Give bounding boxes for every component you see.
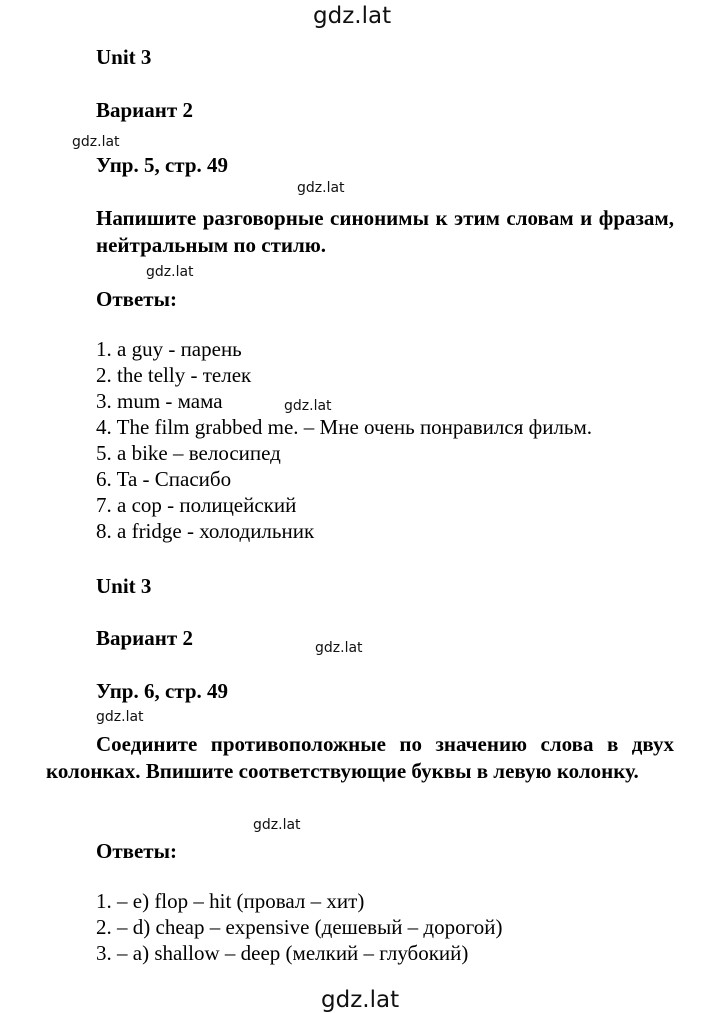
- answer-item: 2. the telly - телек: [96, 363, 252, 387]
- watermark: gdz.lat: [72, 134, 120, 150]
- answer-item: 4. The film grabbed me. – Мне очень понравился фильм.: [96, 415, 593, 439]
- answer-item: 1. a guy - парень: [96, 337, 242, 361]
- answer-item: 6. Ta - Спасибо: [96, 467, 232, 491]
- watermark: gdz.lat: [96, 709, 144, 725]
- exercise-heading: Упр. 5, стр. 49: [96, 153, 229, 177]
- answer-item: 5. a bike – велосипед: [96, 441, 281, 465]
- unit-heading: Unit 3: [96, 45, 152, 69]
- watermark: gdz.lat: [146, 264, 194, 280]
- exercise-instruction: Соедините противоположные по значению слова в двух колонках. Впишите соответствующие буквы в левую колонку.: [46, 732, 674, 783]
- answer-item: 2. – d) cheap – expensive (дешевый – дорогой): [96, 915, 503, 939]
- watermark: gdz.lat: [284, 398, 332, 414]
- variant-heading: Вариант 2: [96, 626, 193, 650]
- answer-item: 3. mum - мама: [96, 389, 223, 413]
- watermark: gdz.lat: [297, 180, 345, 196]
- watermark-top: gdz.lat: [313, 3, 392, 29]
- answers-label: Ответы:: [96, 839, 178, 863]
- answer-item: 1. – e) flop – hit (провал – хит): [96, 889, 365, 913]
- exercise-heading: Упр. 6, стр. 49: [96, 679, 229, 703]
- answer-item: 7. a cop - полицейский: [96, 493, 297, 517]
- answers-label: Ответы:: [96, 287, 178, 311]
- watermark: gdz.lat: [315, 640, 363, 656]
- exercise-instruction: Напишите разговорные синонимы к этим словам и фразам, нейтральным по стилю.: [96, 206, 674, 257]
- answer-item: 8. a fridge - холодильник: [96, 519, 315, 543]
- watermark-bottom: gdz.lat: [321, 987, 400, 1013]
- variant-heading: Вариант 2: [96, 98, 193, 122]
- unit-heading: Unit 3: [96, 574, 152, 598]
- answer-item: 3. – a) shallow – deep (мелкий – глубокий): [96, 941, 469, 965]
- watermark: gdz.lat: [253, 817, 301, 833]
